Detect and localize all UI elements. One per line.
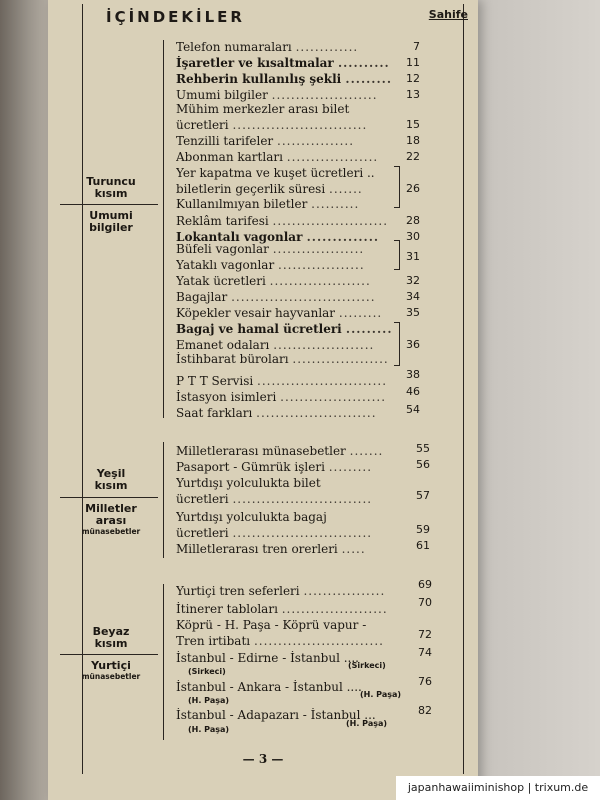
page-column-heading: Sahife: [428, 8, 468, 21]
station-note: (H. Paşa): [346, 719, 388, 728]
toc-entry: Yatak ücretleri .....................: [176, 274, 371, 288]
toc-page-number: 59: [416, 523, 430, 536]
section-yurtici: [56, 660, 166, 681]
toc-page-number: 18: [406, 134, 420, 147]
toc-entry: P T T Servisi ...........................: [176, 374, 388, 388]
section-subtitle-2: münasebetler: [81, 527, 141, 536]
toc-entry: Yer kapatma ve kuşet ücretleri ..: [176, 166, 375, 180]
toc-page-number: 76: [418, 675, 432, 688]
toc-entry: Umumi bilgiler ......................: [176, 88, 378, 102]
toc-page-number: 34: [406, 290, 420, 303]
toc-entry: Mühim merkezler arası bilet: [176, 102, 350, 116]
book-spine-shadow: [0, 0, 48, 800]
toc-entry: ücretleri ............................: [176, 118, 368, 132]
toc-entry: Yurtiçi tren seferleri .................: [176, 584, 386, 598]
toc-page-number: 56: [416, 458, 430, 471]
station-note: (H. Paşa): [188, 725, 230, 734]
section-brace: [163, 584, 170, 740]
toc-page-number: 28: [406, 214, 420, 227]
section-title: Beyaz: [92, 625, 130, 638]
toc-entry: Yurtdışı yolculukta bagaj: [176, 510, 327, 524]
section-subtitle: kısım: [94, 479, 128, 492]
section-yesil: [56, 468, 166, 492]
section-divider: [60, 654, 158, 655]
section-title: Turuncu: [86, 175, 136, 188]
section-subtitle: münasebetler: [81, 672, 141, 681]
toc-entry: Yataklı vagonlar ..................: [176, 258, 365, 272]
toc-page-number: 57: [416, 489, 430, 502]
station-note: (H. Paşa): [188, 696, 230, 705]
section-turuncu: [56, 176, 166, 200]
toc-page-number: 35: [406, 306, 420, 319]
toc-entry: Milletlerarası tren orerleri .....: [176, 542, 366, 556]
toc-entry: Bagaj ve hamal ücretleri .........: [176, 322, 393, 336]
section-divider: [60, 204, 158, 205]
credit-watermark: japanhawaiiminishop | trixum.de: [396, 776, 600, 800]
station-note: (Sirkeci): [188, 667, 226, 676]
toc-page-number: 15: [406, 118, 420, 131]
toc-entry: İstihbarat büroları ....................: [176, 352, 389, 366]
section-title: Yeşil: [96, 467, 126, 480]
section-brace: [163, 40, 170, 418]
toc-entry: Kullanılmıyan biletler ..........: [176, 197, 360, 211]
background-surface: [478, 0, 600, 800]
book-page: [48, 0, 478, 800]
toc-page-number: 55: [416, 442, 430, 455]
toc-entry: İstanbul - Adapazarı - İstanbul ...: [176, 708, 376, 722]
section-subtitle: kısım: [94, 637, 128, 650]
station-note: (H. Paşa): [360, 690, 402, 699]
section-title: Yurtiçi: [91, 659, 131, 672]
toc-page-number: 22: [406, 150, 420, 163]
toc-entry: İstanbul - Edirne - İstanbul ....: [176, 651, 359, 665]
toc-page-number: 31: [406, 250, 420, 263]
section-beyaz: [56, 626, 166, 650]
section-milletler: [56, 503, 166, 536]
toc-entry: İstasyon isimleri ......................: [176, 390, 387, 404]
toc-page-number: 69: [418, 578, 432, 591]
toc-page-number: 7: [413, 40, 420, 53]
toc-entry: Abonman kartları ...................: [176, 150, 379, 164]
toc-entry: ücretleri .............................: [176, 526, 373, 540]
toc-entry: Tenzilli tarifeler ................: [176, 134, 355, 148]
toc-entry: Büfeli vagonlar ...................: [176, 242, 365, 256]
toc-page-number: 82: [418, 704, 432, 717]
page-number: — 3 —: [242, 752, 284, 766]
section-brace: [163, 442, 170, 558]
toc-page-number: 61: [416, 539, 430, 552]
toc-entry: Emanet odaları .....................: [176, 338, 375, 352]
section-title: Milletler: [85, 502, 137, 515]
section-subtitle: bilgiler: [89, 221, 133, 234]
toc-page-number: 32: [406, 274, 420, 287]
toc-entry: İtinerer tabloları ......................: [176, 602, 388, 616]
toc-entry: Saat farkları .........................: [176, 406, 377, 420]
section-divider: [60, 497, 158, 498]
toc-entry: Lokantalı vagonlar ..............: [176, 230, 380, 244]
toc-entry: İşaretler ve kısaltmalar ..........: [176, 56, 390, 70]
toc-page-number: 74: [418, 646, 432, 659]
toc-entry: Köprü - H. Paşa - Köprü vapur -: [176, 618, 367, 632]
toc-entry: İstanbul - Ankara - İstanbul ....: [176, 680, 362, 694]
toc-page-number: 54: [406, 403, 420, 416]
section-subtitle: arası: [95, 514, 127, 527]
toc-page-number: 12: [406, 72, 420, 85]
toc-entry: Rehberin kullanılış şekli .........: [176, 72, 393, 86]
station-note: (Sirkeci): [348, 661, 386, 670]
section-subtitle: kısım: [94, 187, 128, 200]
toc-page-number: 13: [406, 88, 420, 101]
toc-entry: Tren irtibatı ...........................: [176, 634, 384, 648]
toc-entry: Telefon numaraları .............: [176, 40, 359, 54]
toc-page-number: 46: [406, 385, 420, 398]
toc-page-number: 36: [406, 338, 420, 351]
toc-page-number: 70: [418, 596, 432, 609]
section-title: Umumi: [89, 209, 133, 222]
toc-entry: Pasaport - Gümrük işleri .........: [176, 460, 373, 474]
toc-entry: ücretleri .............................: [176, 492, 373, 506]
page-title: İÇİNDEKİLER: [106, 8, 245, 26]
toc-entry: Yurtdışı yolculukta bilet: [176, 476, 321, 490]
toc-page-number: 72: [418, 628, 432, 641]
toc-entry: Milletlerarası münasebetler .......: [176, 444, 384, 458]
toc-entry: biletlerin geçerlik süresi .......: [176, 182, 363, 196]
toc-entry: Köpekler vesair hayvanlar .........: [176, 306, 383, 320]
toc-page-number: 11: [406, 56, 420, 69]
section-umumi: [56, 210, 166, 234]
toc-entry: Bagajlar ..............................: [176, 290, 376, 304]
toc-page-number: 38: [406, 368, 420, 381]
toc-page-number: 26: [406, 182, 420, 195]
toc-entry: Reklâm tarifesi ........................: [176, 214, 389, 228]
toc-page-number: 30: [406, 230, 420, 243]
